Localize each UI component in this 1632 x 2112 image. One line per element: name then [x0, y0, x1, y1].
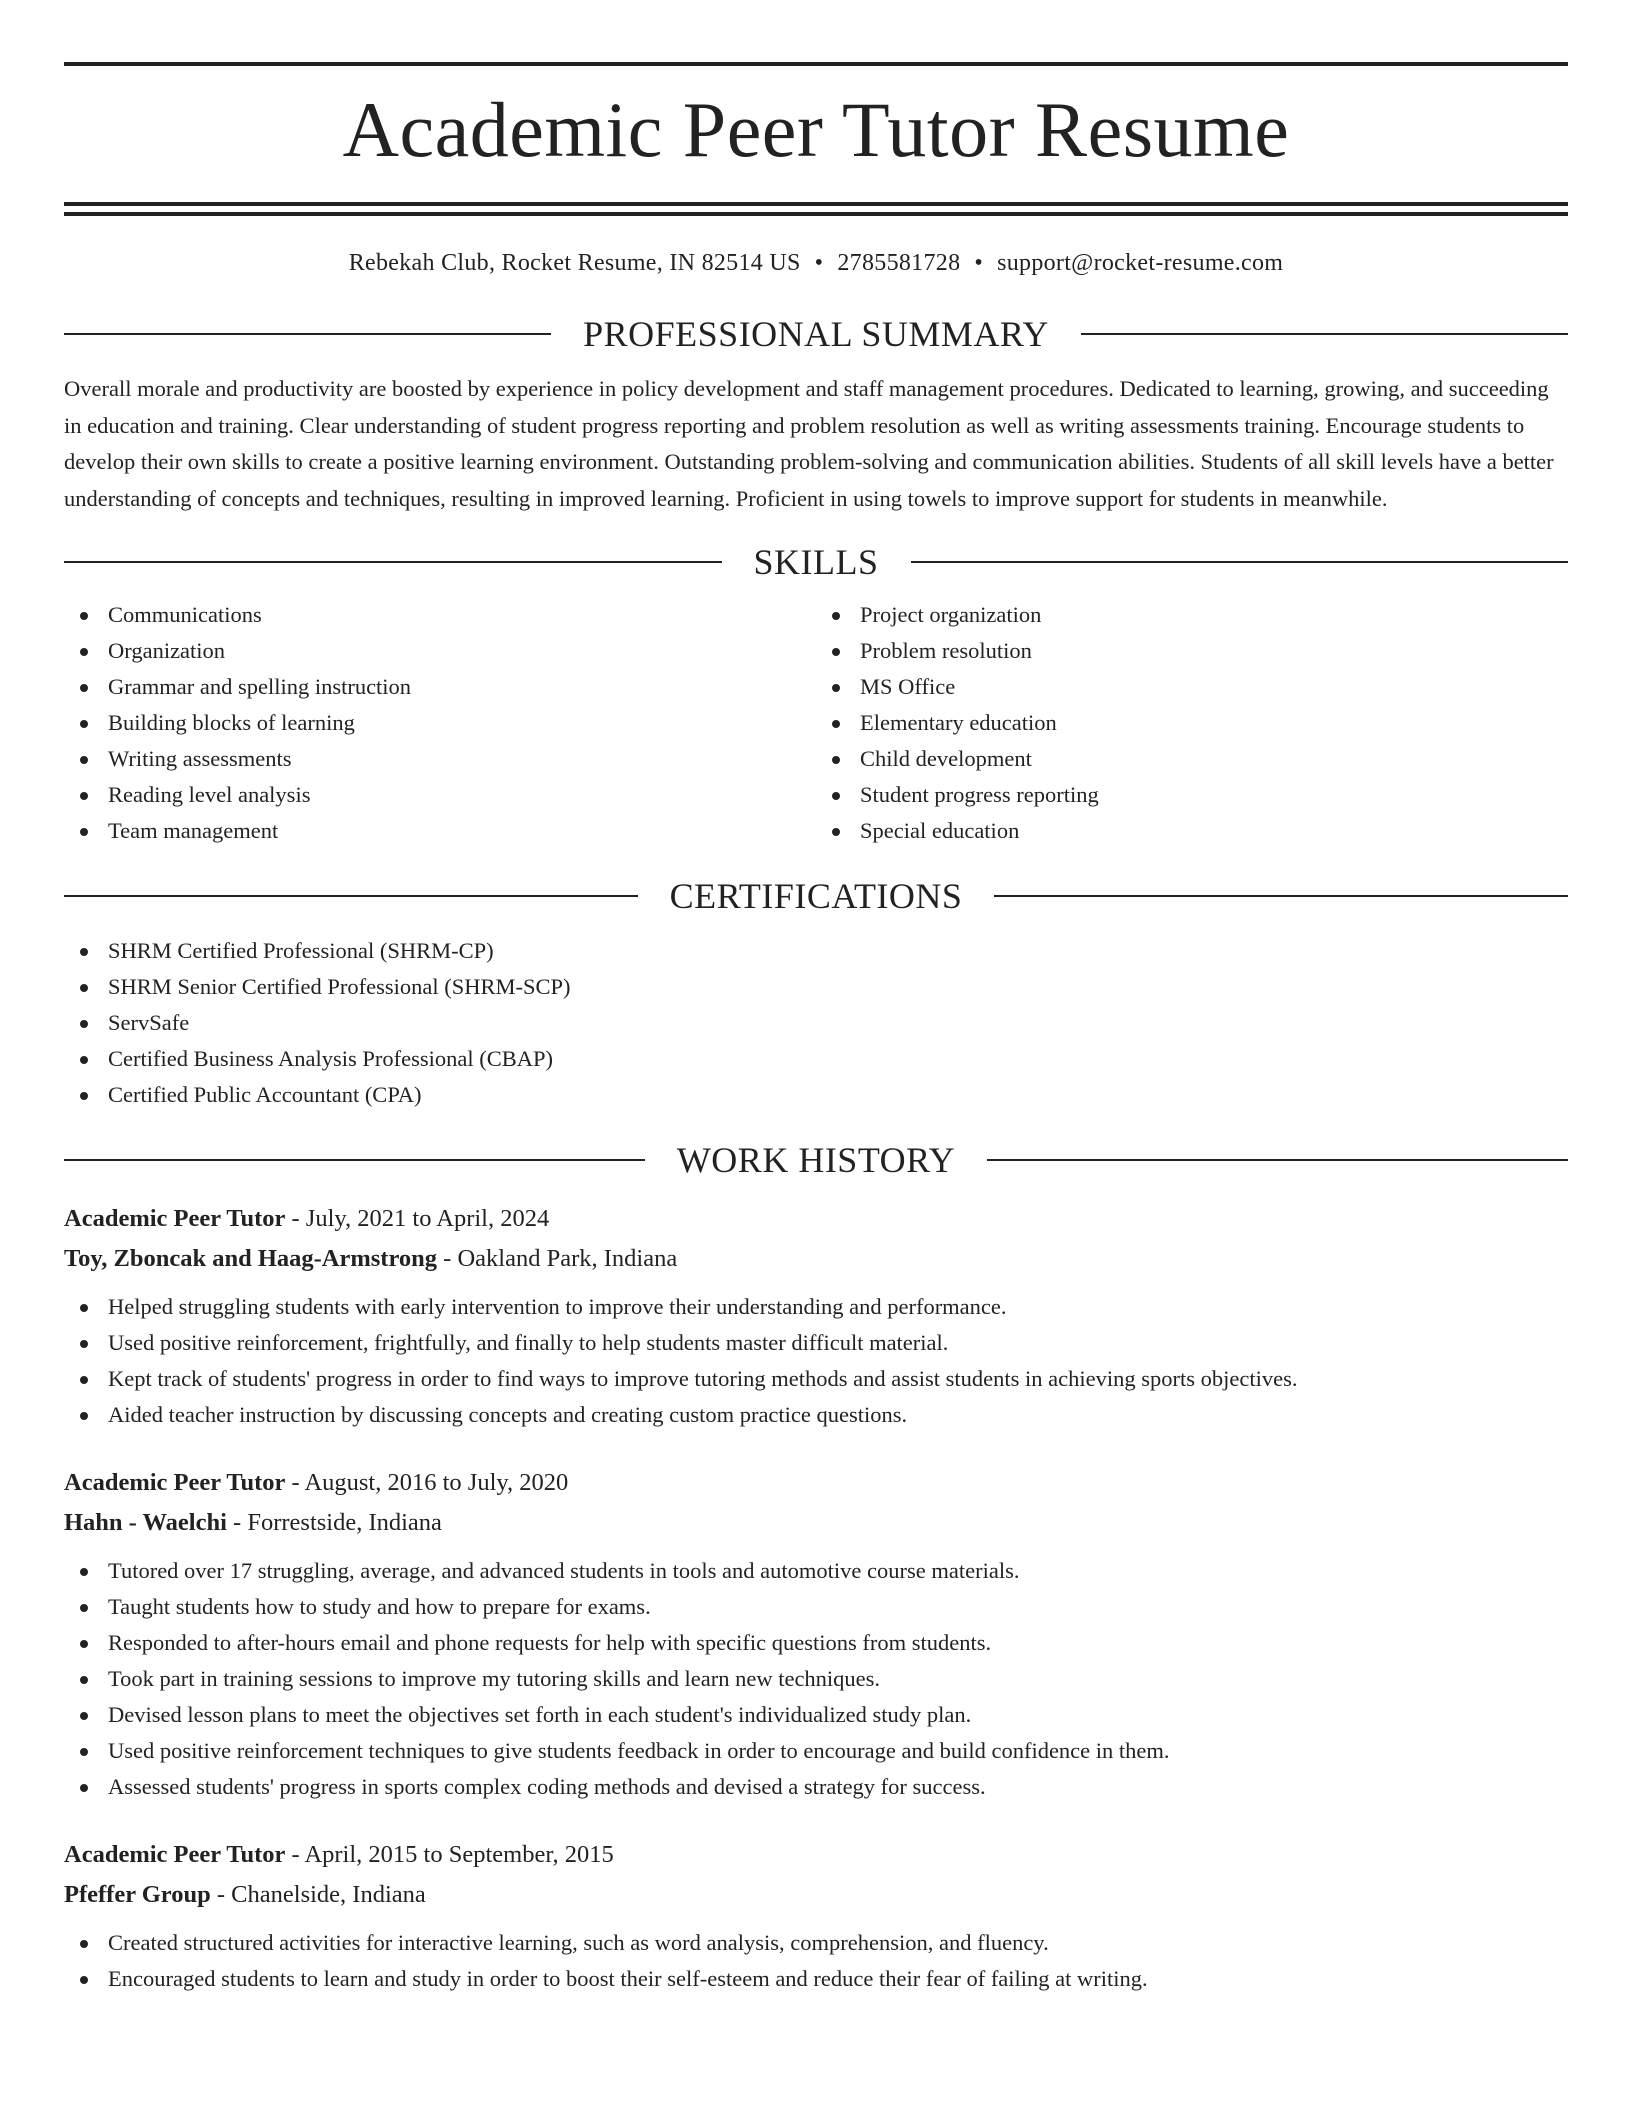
job-title-line — [64, 1835, 1568, 1875]
section-heading-summary — [64, 313, 1568, 355]
job-entry — [64, 1199, 1568, 1433]
title-rule-second — [64, 212, 1568, 216]
certification-item: Certified Business Analysis Professional (CBAP) — [64, 1041, 1568, 1077]
contact-phone: 2785581728 — [837, 250, 961, 276]
heading-rule — [64, 895, 638, 897]
duty-item: Encouraged students to learn and study in order to boost their self-esteem and reduce their fear of failing at writing. — [64, 1961, 1568, 1997]
skill-item: Problem resolution — [816, 633, 1568, 669]
duty-item: Tutored over 17 struggling, average, and advanced students in tools and automotive course materials. — [64, 1553, 1568, 1589]
job-title-line — [64, 1463, 1568, 1503]
job-location: Oakland Park, Indiana — [457, 1245, 678, 1272]
job-title: Academic Peer Tutor — [64, 1841, 286, 1868]
skills-list — [64, 597, 1568, 849]
job-dates: August, 2016 to July, 2020 — [304, 1469, 569, 1496]
duty-item: Took part in training sessions to improve my tutoring skills and learn new techniques. — [64, 1661, 1568, 1697]
heading-rule — [1081, 333, 1568, 335]
job-duties — [64, 1553, 1568, 1805]
duty-item: Aided teacher instruction by discussing concepts and creating custom practice questions. — [64, 1397, 1568, 1433]
job-location: Chanelside, Indiana — [231, 1881, 426, 1908]
job-title: Academic Peer Tutor — [64, 1205, 286, 1232]
job-title-line — [64, 1199, 1568, 1239]
dash: - — [285, 1469, 305, 1496]
dash: - — [285, 1841, 305, 1868]
duty-item: Responded to after-hours email and phone requests for help with specific questions from students. — [64, 1625, 1568, 1661]
contact-email: support@rocket-resume.com — [997, 250, 1284, 276]
skill-item: Building blocks of learning — [64, 705, 816, 741]
heading-rule — [994, 895, 1568, 897]
duty-item: Assessed students' progress in sports complex coding methods and devised a strategy for success. — [64, 1769, 1568, 1805]
section-heading-work-history — [64, 1139, 1568, 1181]
skill-item: Organization — [64, 633, 816, 669]
heading-rule — [987, 1159, 1568, 1161]
skill-item: Writing assessments — [64, 741, 816, 777]
job-title: Academic Peer Tutor — [64, 1469, 286, 1496]
skill-item: Team management — [64, 813, 816, 849]
title-rule — [64, 202, 1568, 206]
skill-item: Communications — [64, 597, 816, 633]
contact-separator: • — [974, 250, 984, 276]
skills-column-right — [816, 597, 1568, 849]
job-entry — [64, 1463, 1568, 1805]
job-dates: April, 2015 to September, 2015 — [304, 1841, 614, 1868]
job-company: Toy, Zboncak and Haag-Armstrong — [64, 1245, 438, 1272]
section-heading-certifications — [64, 875, 1568, 917]
dash: - — [437, 1245, 458, 1272]
contact-line — [64, 250, 1568, 277]
certification-item: SHRM Certified Professional (SHRM-CP) — [64, 933, 1568, 969]
section-title-summary: PROFESSIONAL SUMMARY — [583, 314, 1049, 354]
job-duties — [64, 1925, 1568, 1997]
heading-rule — [64, 1159, 645, 1161]
duty-item: Helped struggling students with early intervention to improve their understanding and performance. — [64, 1289, 1568, 1325]
skill-item: Student progress reporting — [816, 777, 1568, 813]
certification-item: ServSafe — [64, 1005, 1568, 1041]
heading-rule — [64, 561, 722, 563]
duty-item: Used positive reinforcement, frightfully, and finally to help students master difficult material. — [64, 1325, 1568, 1361]
top-rule — [64, 62, 1568, 66]
job-company-line — [64, 1503, 1568, 1543]
certifications-list — [64, 933, 1568, 1113]
dash: - — [226, 1509, 248, 1536]
skills-column-left — [64, 597, 816, 849]
contact-separator: • — [814, 250, 824, 276]
heading-rule — [64, 333, 551, 335]
job-location: Forrestside, Indiana — [247, 1509, 442, 1536]
job-duties — [64, 1289, 1568, 1433]
dash: - — [285, 1205, 306, 1232]
job-dates: July, 2021 to April, 2024 — [305, 1205, 550, 1232]
section-heading-skills — [64, 541, 1568, 583]
section-title-work-history: WORK HISTORY — [676, 1140, 956, 1180]
skill-item: Special education — [816, 813, 1568, 849]
duty-item: Used positive reinforcement techniques to give students feedback in order to encourage and build confidence in them. — [64, 1733, 1568, 1769]
job-entry — [64, 1835, 1568, 1997]
resume-title: Academic Peer Tutor Resume — [342, 86, 1290, 173]
skill-item: Grammar and spelling instruction — [64, 669, 816, 705]
job-company-line — [64, 1239, 1568, 1279]
job-company: Hahn - Waelchi — [64, 1509, 227, 1536]
job-company: Pfeffer Group — [64, 1881, 211, 1908]
skill-item: Reading level analysis — [64, 777, 816, 813]
heading-rule — [911, 561, 1569, 563]
summary-text: Overall morale and productivity are boosted by experience in policy development and staff management procedures. Dedicated to learning, growing, and succeeding in education and training. Clear understanding of student progress reporting and problem resolution as well as writing assessments training. Encourage students to develop their own skills to create a positive learning environment. Outstanding problem-solving and communication abilities. Students of all skill levels have a better understanding of concepts and techniques, resulting in improved learning. Proficient in using towels to improve support for students in meanwhile. — [64, 376, 1554, 511]
skill-item: Child development — [816, 741, 1568, 777]
duty-item: Devised lesson plans to meet the objectives set forth in each student's individualized study plan. — [64, 1697, 1568, 1733]
duty-item: Taught students how to study and how to prepare for exams. — [64, 1589, 1568, 1625]
section-title-skills: SKILLS — [753, 542, 879, 582]
duty-item: Kept track of students' progress in order to find ways to improve tutoring methods and assist students in achieving sports objectives. — [64, 1361, 1568, 1397]
skill-item: Elementary education — [816, 705, 1568, 741]
skill-item: MS Office — [816, 669, 1568, 705]
job-company-line — [64, 1875, 1568, 1915]
certification-item: SHRM Senior Certified Professional (SHRM-SCP) — [64, 969, 1568, 1005]
dash: - — [210, 1881, 232, 1908]
duty-item: Created structured activities for interactive learning, such as word analysis, comprehension, and fluency. — [64, 1925, 1568, 1961]
contact-address: Rebekah Club, Rocket Resume, IN 82514 US — [348, 250, 801, 276]
section-title-certifications: CERTIFICATIONS — [669, 876, 963, 916]
skill-item: Project organization — [816, 597, 1568, 633]
resume-page — [64, 62, 1568, 1997]
certification-item: Certified Public Accountant (CPA) — [64, 1077, 1568, 1113]
